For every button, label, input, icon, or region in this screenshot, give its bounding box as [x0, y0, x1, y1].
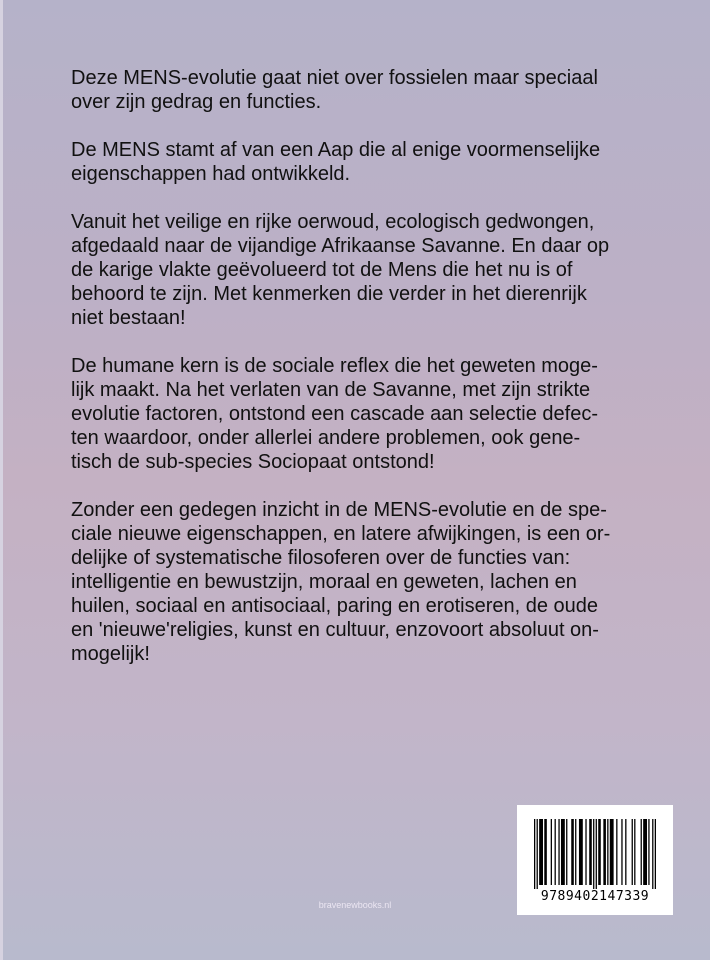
barcode-bar — [544, 819, 547, 885]
barcode-bar — [558, 819, 559, 885]
barcode-bar — [596, 819, 597, 889]
barcode-bar — [598, 819, 601, 885]
blurb-paragraph-5 — [71, 498, 671, 666]
blurb-line: afgedaald naar de vijandige Afrikaanse Savanne. En daar op — [71, 235, 610, 257]
barcode-bars — [534, 819, 656, 889]
barcode-bar — [652, 819, 653, 889]
barcode-bar — [566, 819, 567, 885]
barcode-bar — [632, 819, 633, 885]
blurb-paragraph-1 — [71, 66, 671, 114]
barcode-bar — [575, 819, 576, 885]
barcode-bar — [648, 819, 649, 885]
blurb-line: eigenschappen had ontwikkeld. — [71, 163, 351, 185]
barcode-bar — [607, 819, 608, 885]
blurb-paragraph-4 — [71, 354, 671, 474]
barcode-bar — [589, 819, 592, 885]
blurb-line: intelligentie en bewustzijn, moraal en geweten, lachen en — [71, 571, 577, 593]
blurb-line: de karige vlakte geëvolueerd tot de Mens die het nu is of — [71, 259, 573, 281]
isbn-barcode — [517, 805, 673, 915]
barcode-bar — [539, 819, 543, 885]
blurb-line: huilen, sociaal en antisociaal, paring en erotiseren, de oude — [71, 595, 599, 617]
barcode-bar — [641, 819, 642, 885]
barcode-bar — [655, 819, 656, 889]
blurb-line: De humane kern is de sociale reflex die het geweten moge- — [71, 355, 598, 377]
blurb-line: evolutie factoren, ontstond een cascade aan selectie defec- — [71, 403, 599, 425]
cover-edge — [0, 0, 3, 960]
barcode-bar — [571, 819, 574, 885]
barcode-bar — [643, 819, 647, 885]
barcode-bar — [634, 819, 635, 885]
blurb-line: en 'nieuwe'religies, kunst en cultuur, enzovoort absoluut on- — [71, 619, 599, 641]
blurb-line: mogelijk! — [71, 643, 150, 665]
blurb-line: Vanuit het veilige en rijke oerwoud, ecologisch gedwongen, — [71, 211, 595, 233]
barcode-bar — [555, 819, 556, 885]
barcode-bar — [561, 819, 565, 885]
barcode-bar — [551, 819, 552, 885]
blurb-line: Zonder een gedegen inzicht in de MENS-evolutie en de spe- — [71, 499, 607, 521]
publisher-url: bravenewbooks.nl — [318, 900, 392, 910]
barcode-bar — [616, 819, 617, 885]
blurb-line: ciale nieuwe eigenschappen, en latere afwijkingen, is een or- — [71, 523, 611, 545]
barcode-bar — [610, 819, 614, 885]
blurb-line: De MENS stamt af van een Aap die al enige voormenselijke — [71, 139, 601, 161]
blurb-line: tisch de sub-species Sociopaat ontstond! — [71, 451, 435, 473]
blurb-line: behoord te zijn. Met kenmerken die verder in het dierenrijk — [71, 283, 587, 305]
blurb-line: niet bestaan! — [71, 307, 186, 329]
barcode-bar — [585, 819, 586, 885]
blurb-line: delijke of systematische filosoferen over de functies van: — [71, 547, 571, 569]
blurb-paragraph-2 — [71, 138, 671, 186]
blurb-line: lijk maakt. Na het verlaten van de Savanne, met zijn strikte — [71, 379, 591, 401]
barcode-bar — [621, 819, 622, 885]
barcode-bar — [534, 819, 535, 889]
barcode-bar — [579, 819, 583, 885]
barcode-bar — [603, 819, 606, 885]
blurb-paragraph-3 — [71, 210, 671, 330]
blurb-line: over zijn gedrag en functies. — [71, 91, 322, 113]
blurb-line: Deze MENS-evolutie gaat niet over fossielen maar speciaal — [71, 67, 598, 89]
barcode-bar — [625, 819, 626, 885]
barcode-bar — [593, 819, 594, 889]
barcode-bar — [537, 819, 538, 889]
isbn-number: 9789402147339 — [540, 889, 650, 904]
back-cover-blurb — [71, 66, 671, 690]
blurb-line: ten waardoor, onder allerlei andere problemen, ook gene- — [71, 427, 581, 449]
